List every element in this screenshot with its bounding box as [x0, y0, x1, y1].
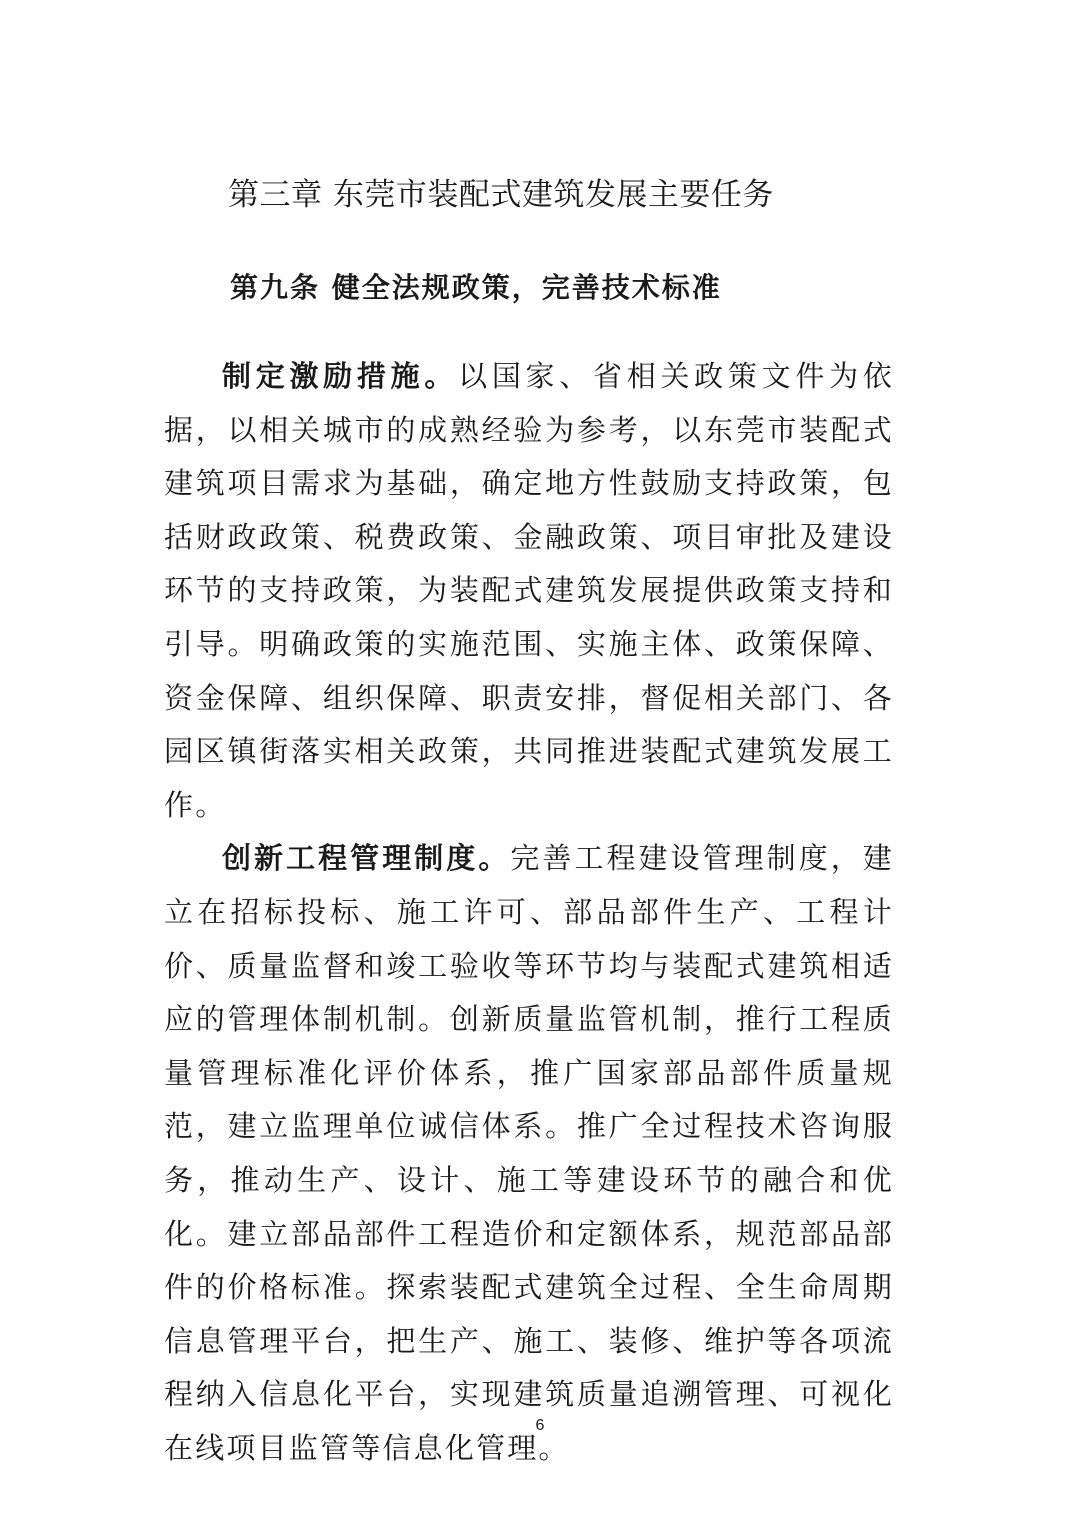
article-title: 第九条 健全法规政策，完善技术标准 [230, 271, 722, 304]
paragraph-lead: 创新工程管理制度。 [222, 841, 511, 876]
paragraph-text: 以国家、省相关政策文件为依据，以相关城市的成熟经验为参考，以东莞市装配式建筑项目需求为基础，确定地方性鼓励支持政策，包括财政政策、税费政策、金融政策、项目审批及建设环节的支持政策，为装配式建筑发展提供政策支持和引导。明确政策的实施范围、实施主体、政策保障、资金保障、组织保障、职责安排，督促相关部门、各园区镇街落实相关政策，共同推进装配式建筑发展工作。 [164, 359, 895, 822]
paragraph-engineering-management [164, 832, 894, 1475]
chapter-title: 第三章 东莞市装配式建筑发展主要任务 [228, 177, 774, 213]
page-number: 6 [535, 1417, 545, 1434]
paragraph-text: 完善工程建设管理制度，建立在招标投标、施工许可、部品部件生产、工程计价、质量监督和竣工验收等环节均与装配式建筑相适应的管理体制机制。创新质量监管机制，推行工程质量管理标准化评价体系，推广国家部品部件质量规范，建立监理单位诚信体系。推广全过程技术咨询服务，推动生产、设计、施工等建设环节的融合和优化。建立部品部件工程造价和定额体系，规范部品部件的价格标准。探索装配式建筑全过程、全生命周期信息管理平台，把生产、施工、装修、维护等各项流程纳入信息化平台，实现建筑质量追溯管理、可视化在线项目监管等信息化管理。 [164, 841, 894, 1465]
body-text [164, 350, 894, 1475]
paragraph-incentive-measures [164, 350, 894, 832]
paragraph-lead: 制定激励措施。 [222, 359, 459, 393]
